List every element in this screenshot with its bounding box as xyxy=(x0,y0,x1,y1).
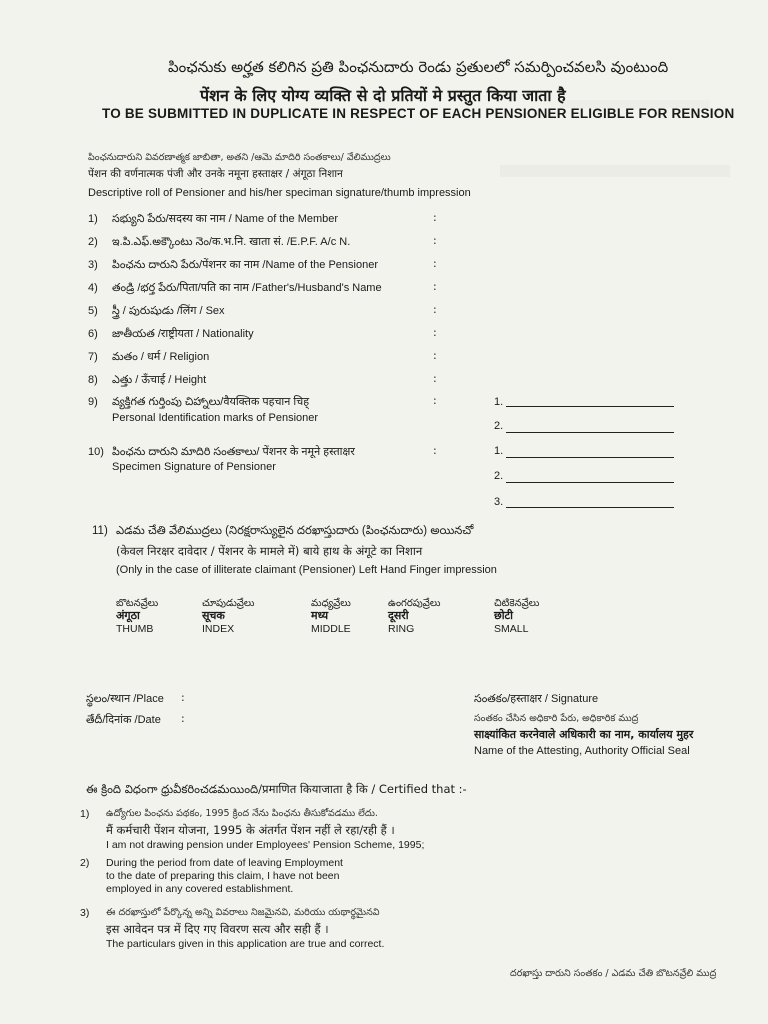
field-3-colon: : xyxy=(433,257,437,270)
field-11-hindi: (केवल निरक्षर दावेदार / पेंशनर के मामले में) बाये हाथ के अंगूटे का निशान xyxy=(116,544,423,558)
finger-english-label: RING xyxy=(388,623,415,635)
field-2-label: ఇ.పి.ఎఫ్.అక్కౌంటు నెం/क.भ.नि. खाता सं. /E.P.F. A/c N. xyxy=(112,236,351,248)
place-label: స్థలం/स्थान /Place xyxy=(86,693,164,705)
attest-telugu: సంతకం చేసిన అధికారి పేరు, అధికారిక ముద్ర xyxy=(474,713,639,724)
cert-item-2-number: 2) xyxy=(80,857,90,869)
field-9-english: Personal Identification marks of Pensioner xyxy=(112,412,319,424)
cert-item-2-line: to the date of preparing this claim, I have not been xyxy=(106,870,340,882)
field-3 xyxy=(88,257,378,274)
field-5 xyxy=(88,303,225,320)
intro-hindi: पेंशन की वर्णनात्मक पंजी और उनके नमूना हस्ताक्षर / अंगूठा निशान xyxy=(88,168,343,180)
finger-hindi-label: दूसरी xyxy=(388,610,409,622)
cert-item-2-line: During the period from date of leaving Employment xyxy=(106,857,343,869)
signature-label: సంతకం/हस्ताक्षर / Signature xyxy=(474,693,599,705)
field-1 xyxy=(88,211,338,228)
date-colon: : xyxy=(181,712,185,725)
finger-english-label: THUMB xyxy=(116,623,154,635)
date-label: తేదీ/दिनांक /Date xyxy=(86,714,161,726)
finger-english-label: SMALL xyxy=(494,623,529,635)
field-6-label: జాతీయత /राष्ट्रीयता / Nationality xyxy=(112,328,254,340)
field-9-line-1-number: 1. xyxy=(494,396,504,408)
cert-item-1-telugu: ఉద్యోగుల పింఛను పథకం, 1995 క్రింద నేను పింఛను తీసుకోవడము లేదు. xyxy=(106,808,378,819)
finger-telugu-label: ఉంగరపువ్రేలు xyxy=(388,598,441,609)
field-10-line-2-number: 2. xyxy=(494,470,504,482)
field-4-number: 4) xyxy=(88,282,98,294)
field-8-colon: : xyxy=(433,372,437,385)
finger-ring xyxy=(388,597,440,636)
field-2 xyxy=(88,234,350,251)
field-10-line-3[interactable] xyxy=(506,507,674,508)
field-10-number: 10) xyxy=(88,446,104,458)
field-2-number: 2) xyxy=(88,236,98,248)
field-11-telugu: ఎడమ చేతి వేలిముద్రలు (నిరక్షరాస్యులైన దరఖాస్తుదారు (పింఛనుదారు) అయినచో xyxy=(116,525,474,537)
field-1-colon: : xyxy=(433,211,437,224)
cert-item-1-english: I am not drawing pension under Employees' Pension Scheme, 1995; xyxy=(106,839,425,851)
certified-label: ఈ క్రింది విధంగా ధ్రువీకరించడమయింది/प्रमाणित कियाजाता है कि / Certified that :- xyxy=(86,782,467,796)
field-9-line-1[interactable] xyxy=(506,406,674,407)
finger-hindi-label: छोटी xyxy=(494,610,513,622)
place-colon: : xyxy=(181,691,185,704)
field-11-number: 11) xyxy=(92,525,108,537)
field-5-number: 5) xyxy=(88,305,98,317)
field-5-label: స్త్రీ / పురుషుడు /लिंग / Sex xyxy=(112,305,225,317)
field-10-line-1[interactable] xyxy=(506,457,674,458)
field-9-colon: : xyxy=(433,394,437,407)
field-10-colon: : xyxy=(433,444,437,457)
field-1-number: 1) xyxy=(88,213,98,225)
cert-item-3-number: 3) xyxy=(80,907,90,919)
field-3-number: 3) xyxy=(88,259,98,271)
bleed-through-mark xyxy=(500,165,730,177)
field-4-colon: : xyxy=(433,280,437,293)
field-7-number: 7) xyxy=(88,351,98,363)
field-9-line-2[interactable] xyxy=(506,432,674,433)
field-6-number: 6) xyxy=(88,328,98,340)
finger-middle xyxy=(311,597,351,636)
header-telugu: పింఛనుకు అర్హత కలిగిన ప్రతి పింఛనుదారు రెండు ప్రతులలో సమర్పించవలసి వుంటుంది xyxy=(168,58,669,76)
attest-hindi: साक्ष्यांकित करनेवाले अधिकारी का नाम, कार्यालय मुहर xyxy=(474,728,694,741)
field-8-label: ఎత్తు / ऊँचाई / Height xyxy=(112,374,207,386)
field-7-label: మతం / धर्म / Religion xyxy=(112,351,210,363)
finger-thumb xyxy=(116,597,158,636)
intro-telugu: పింఛనుదారుని వివరణాత్మక జాబితా, అతని /ఆమె మాదిరి సంతకాలు/ వేలిముద్రలు xyxy=(88,152,391,163)
cert-item-3-english: The particulars given in this application are true and correct. xyxy=(106,938,385,950)
finger-index xyxy=(202,597,254,636)
finger-small xyxy=(494,597,539,636)
field-11-english: (Only in the case of illiterate claimant (Pensioner) Left Hand Finger impression xyxy=(116,564,497,576)
field-10-line-2[interactable] xyxy=(506,482,674,483)
field-9-number: 9) xyxy=(88,396,98,408)
finger-telugu-label: బొటనవ్రేలు xyxy=(116,598,159,609)
field-10-line-1-number: 1. xyxy=(494,445,504,457)
finger-hindi-label: अंगूठा xyxy=(116,610,140,622)
field-2-colon: : xyxy=(433,234,437,247)
field-7 xyxy=(88,349,209,366)
cert-item-3-telugu: ఈ దరఖాస్తులో పేర్కొన్న అన్ని వివరాలు నిజమైనవి, మరియు యథార్థమైనవి xyxy=(106,907,380,918)
field-9 xyxy=(88,394,309,411)
finger-hindi-label: सूचक xyxy=(202,610,225,622)
field-4 xyxy=(88,280,382,297)
field-3-label: పింఛను దారుని పేరు/पेंशनर का नाम /Name of the Pensioner xyxy=(112,259,378,271)
finger-hindi-label: मध्य xyxy=(311,610,329,622)
header-english: TO BE SUBMITTED IN DUPLICATE IN RESPECT OF EACH PENSIONER ELIGIBLE FOR RENSION xyxy=(102,106,735,121)
field-9-label: వ్యక్తిగత గుర్తింపు చిహ్నాలు/वैयक्तिक पहचान चिह् xyxy=(112,396,310,408)
field-9-line-2-number: 2. xyxy=(494,420,504,432)
intro-english: Descriptive roll of Pensioner and his/her speciman signature/thumb impression xyxy=(88,187,471,199)
cert-item-2-line: employed in any covered establishment. xyxy=(106,883,294,895)
header-hindi: पेंशन के लिए योग्य व्यक्ति से दो प्रतियों मे प्रस्तुत किया जाता है xyxy=(200,86,566,105)
finger-telugu-label: మధ్యవ్రేలు xyxy=(311,598,351,609)
cert-item-3-hindi: इस आवेदन पत्र में दिए गए विवरण सत्य और सही हैं । xyxy=(106,922,329,936)
attest-english: Name of the Attesting, Authority Official Seal xyxy=(474,745,690,757)
field-10-line-3-number: 3. xyxy=(494,496,504,508)
field-7-colon: : xyxy=(433,349,437,362)
field-1-label: సభ్యుని పేరు/सदस्य का नाम / Name of the Member xyxy=(112,213,339,225)
finger-english-label: MIDDLE xyxy=(311,623,351,635)
field-6-colon: : xyxy=(433,326,437,339)
footer-signature-label: దరఖాస్తు దారుని సంతకం / ఎడమ చేతి బొటనవ్రేలి ముద్ర xyxy=(510,968,717,979)
field-10-english: Specimen Signature of Pensioner xyxy=(112,461,276,473)
cert-item-1-hindi: मैं कर्मचारी पेंशन योजना, 1995 के अंतर्गत पेंशन नहीं ले रहा/रही हैं । xyxy=(106,823,395,837)
field-5-colon: : xyxy=(433,303,437,316)
field-4-label: తండ్రి /భర్త పేరు/पिता/पति का नाम /Father's/Husband's Name xyxy=(112,282,382,294)
finger-telugu-label: చిటికెనవ్రేలు xyxy=(494,598,540,609)
cert-item-1-number: 1) xyxy=(80,808,90,820)
field-8-number: 8) xyxy=(88,374,98,386)
finger-telugu-label: చూపుడువ్రేలు xyxy=(202,598,255,609)
field-11 xyxy=(92,524,473,540)
field-6 xyxy=(88,326,254,343)
field-10 xyxy=(88,444,355,461)
field-10-label: పింఛను దారుని మాదిరి సంతకాలు/ पेंशनर के नमूने हस्ताक्षर xyxy=(112,446,355,458)
field-8 xyxy=(88,372,206,389)
finger-english-label: INDEX xyxy=(202,623,235,635)
